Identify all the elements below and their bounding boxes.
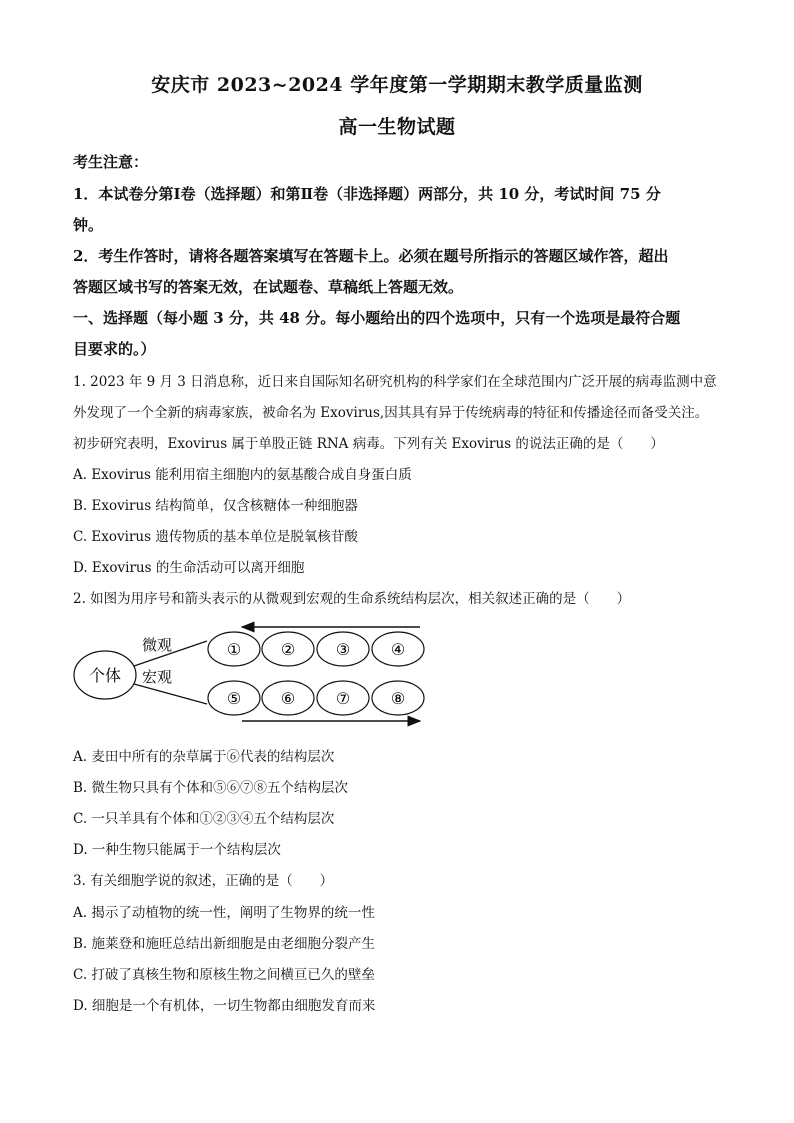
level-label-7: ⑦ (335, 689, 351, 708)
macro-label: 宏观 (142, 668, 173, 686)
level-node-4 (372, 632, 424, 666)
question-1-stem-line-2: 外发现了一个全新的病毒家族，被命名为 Exovirus,因其具有异于传统病毒的特征和传播途径而备受关注。 (73, 405, 709, 421)
question-1-stem-line-3: 初步研究表明，Exovirus 属于单股正链 RNA 病毒。下列有关 Exovirus 的说法正确的是（ ） (73, 436, 664, 452)
notice-item-2-line-2: 答题区域书写的答案无效，在试题卷、草稿纸上答题无效。 (73, 278, 464, 296)
level-node-6 (262, 681, 314, 715)
life-system-levels-diagram (70, 620, 430, 730)
level-node-7 (317, 681, 369, 715)
question-3-option-b: B. 施莱登和施旺总结出新细胞是由老细胞分裂产生 (73, 936, 376, 952)
level-node-8 (372, 681, 424, 715)
level-label-2: ② (280, 640, 296, 659)
question-1-option-d: D. Exovirus 的生命活动可以离开细胞 (73, 560, 305, 576)
question-3-option-a: A. 揭示了动植物的统一性，阐明了生物界的统一性 (73, 905, 375, 921)
notice-item-2-line-1: 2．考生作答时，请将各题答案填写在答题卡上。必须在题号所指示的答题区域作答，超出 (73, 247, 669, 265)
question-1-stem-line-1: 1. 2023 年 9 月 3 日消息称，近日来自国际知名研究机构的科学家们在全球范围内广泛开展的病毒监测中意 (73, 374, 717, 390)
level-label-5: ⑤ (226, 689, 242, 708)
section-heading-line-1: 一、选择题（每小题 3 分，共 48 分。每小题给出的四个选项中，只有一个选项是最符合题 (73, 309, 681, 327)
notice-heading: 考生注意： (73, 153, 149, 171)
level-node-1 (208, 632, 260, 666)
level-label-6: ⑥ (280, 689, 296, 708)
connector-line-lower (134, 684, 207, 704)
question-2-option-c: C. 一只羊具有个体和①②③④五个结构层次 (73, 811, 335, 827)
micro-label: 微观 (142, 636, 173, 654)
level-label-4: ④ (390, 640, 406, 659)
exam-title: 安庆市 2023~2024 学年度第一学期期末教学质量监测 (151, 74, 643, 96)
section-heading-line-2: 目要求的。） (73, 340, 156, 358)
level-node-2 (262, 632, 314, 666)
question-3-option-c: C. 打破了真核生物和原核生物之间横亘已久的壁垒 (73, 967, 375, 983)
question-1-option-a: A. Exovirus 能利用宿主细胞内的氨基酸合成自身蛋白质 (73, 467, 412, 483)
individual-label: 个体 (88, 666, 122, 685)
notice-item-1-line-1: 1．本试卷分第Ⅰ卷（选择题）和第Ⅱ卷（非选择题）两部分，共 10 分，考试时间 75 分 (73, 185, 661, 203)
question-2-stem: 2. 如图为用序号和箭头表示的从微观到宏观的生命系统结构层次，相关叙述正确的是（ ） (73, 591, 631, 607)
level-label-3: ③ (335, 640, 351, 659)
notice-item-1-line-2: 钟。 (73, 216, 104, 234)
question-1-option-c: C. Exovirus 遗传物质的基本单位是脱氧核苷酸 (73, 529, 358, 545)
level-label-1: ① (226, 640, 242, 659)
question-2-option-b: B. 微生物只具有个体和⑤⑥⑦⑧五个结构层次 (73, 780, 349, 796)
question-3-option-d: D. 细胞是一个有机体，一切生物都由细胞发育而来 (73, 998, 376, 1014)
level-label-8: ⑧ (390, 689, 406, 708)
question-2-option-d: D. 一种生物只能属于一个结构层次 (73, 842, 281, 858)
question-3-stem: 3. 有关细胞学说的叙述，正确的是（ ） (73, 873, 334, 889)
question-1-option-b: B. Exovirus 结构简单，仅含核糖体一种细胞器 (73, 498, 358, 514)
level-node-5 (208, 681, 260, 715)
exam-subtitle: 高一生物试题 (338, 116, 456, 138)
level-node-3 (317, 632, 369, 666)
question-2-option-a: A. 麦田中所有的杂草属于⑥代表的结构层次 (73, 749, 335, 765)
individual-node (74, 651, 136, 699)
